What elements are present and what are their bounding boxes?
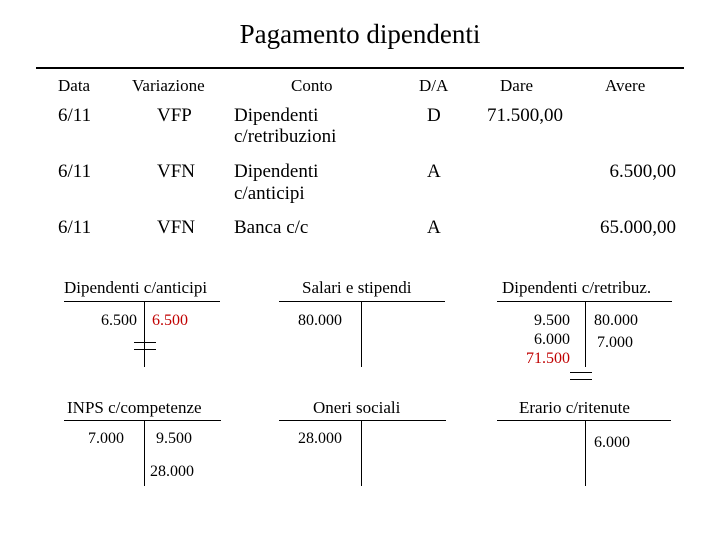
row-2-conto-line2: c/anticipi (234, 183, 305, 204)
t-account-dip-retribuz-dare-1: 9.500 (534, 312, 570, 329)
row-2-avere: 6.500,00 (609, 161, 676, 182)
t-account-oneri-bar (279, 420, 446, 421)
page-title: Pagamento dipendenti (239, 19, 481, 49)
row-3-conto-line1: Banca c/c (234, 217, 309, 238)
t-account-dip-retribuz-dare-2: 6.000 (534, 331, 570, 348)
row-1-data: 6/11 (58, 105, 92, 126)
header-avere: Avere (605, 76, 646, 95)
t-account-dip-anticipi-label: Dipendenti c/anticipi (64, 278, 208, 297)
row-2-data: 6/11 (58, 161, 92, 182)
t-account-dip-anticipi-closing-mark (134, 342, 156, 350)
t-account-oneri-divider (361, 420, 362, 486)
row-3-avere: 65.000,00 (600, 217, 676, 238)
t-account-dip-retribuz-avere-1: 80.000 (594, 312, 638, 329)
row-1-variazione: VFP (157, 105, 192, 126)
t-account-oneri-dare-1: 28.000 (298, 430, 342, 447)
t-account-dip-retribuz-label: Dipendenti c/retribuz. (502, 278, 652, 297)
t-account-salari-label: Salari e stipendi (302, 278, 412, 297)
row-3-da: A (427, 217, 441, 238)
t-account-erario-avere-1: 6.000 (594, 434, 630, 451)
header-conto: Conto (291, 76, 333, 95)
row-2-conto-line1: Dipendenti (234, 161, 319, 182)
t-account-erario-divider (585, 420, 586, 486)
t-account-dip-retribuz-dare-3: 71.500 (526, 350, 570, 367)
row-2-da: A (427, 161, 441, 182)
t-account-erario-bar (497, 420, 671, 421)
header-dare: Dare (500, 76, 534, 95)
row-1-conto-line2: c/retribuzioni (234, 126, 337, 147)
t-account-oneri-label: Oneri sociali (313, 398, 401, 417)
header-data: Data (58, 76, 91, 95)
t-account-dip-anticipi-avere-1: 6.500 (152, 312, 188, 329)
row-1-conto-line1: Dipendenti (234, 105, 319, 126)
t-account-inps-label: INPS c/competenze (67, 398, 202, 417)
t-account-inps-bar (64, 420, 221, 421)
t-account-dip-anticipi-divider (144, 301, 145, 367)
row-3-data: 6/11 (58, 217, 92, 238)
header-divider (36, 67, 684, 69)
row-2-variazione: VFN (157, 161, 196, 182)
t-account-inps-avere-1: 9.500 (156, 430, 192, 447)
row-1-da: D (427, 105, 441, 126)
t-account-dip-retribuz-avere-2: 7.000 (597, 334, 633, 351)
t-account-dip-retribuz-divider (585, 301, 586, 367)
t-account-erario-label: Erario c/ritenute (519, 398, 630, 417)
header-variazione: Variazione (132, 76, 205, 95)
t-account-dip-retribuz-closing-mark (570, 372, 592, 380)
t-account-inps-dare-1: 7.000 (88, 430, 124, 447)
t-account-salari-dare-1: 80.000 (298, 312, 342, 329)
t-account-dip-anticipi-bar (64, 301, 220, 302)
row-1-dare: 71.500,00 (487, 105, 563, 126)
header-da: D/A (419, 76, 449, 95)
t-account-dip-anticipi-dare-1: 6.500 (101, 312, 137, 329)
t-account-salari-bar (279, 301, 445, 302)
row-3-variazione: VFN (157, 217, 196, 238)
t-account-inps-divider (144, 420, 145, 486)
t-account-inps-avere-2: 28.000 (150, 463, 194, 480)
t-account-salari-divider (361, 301, 362, 367)
